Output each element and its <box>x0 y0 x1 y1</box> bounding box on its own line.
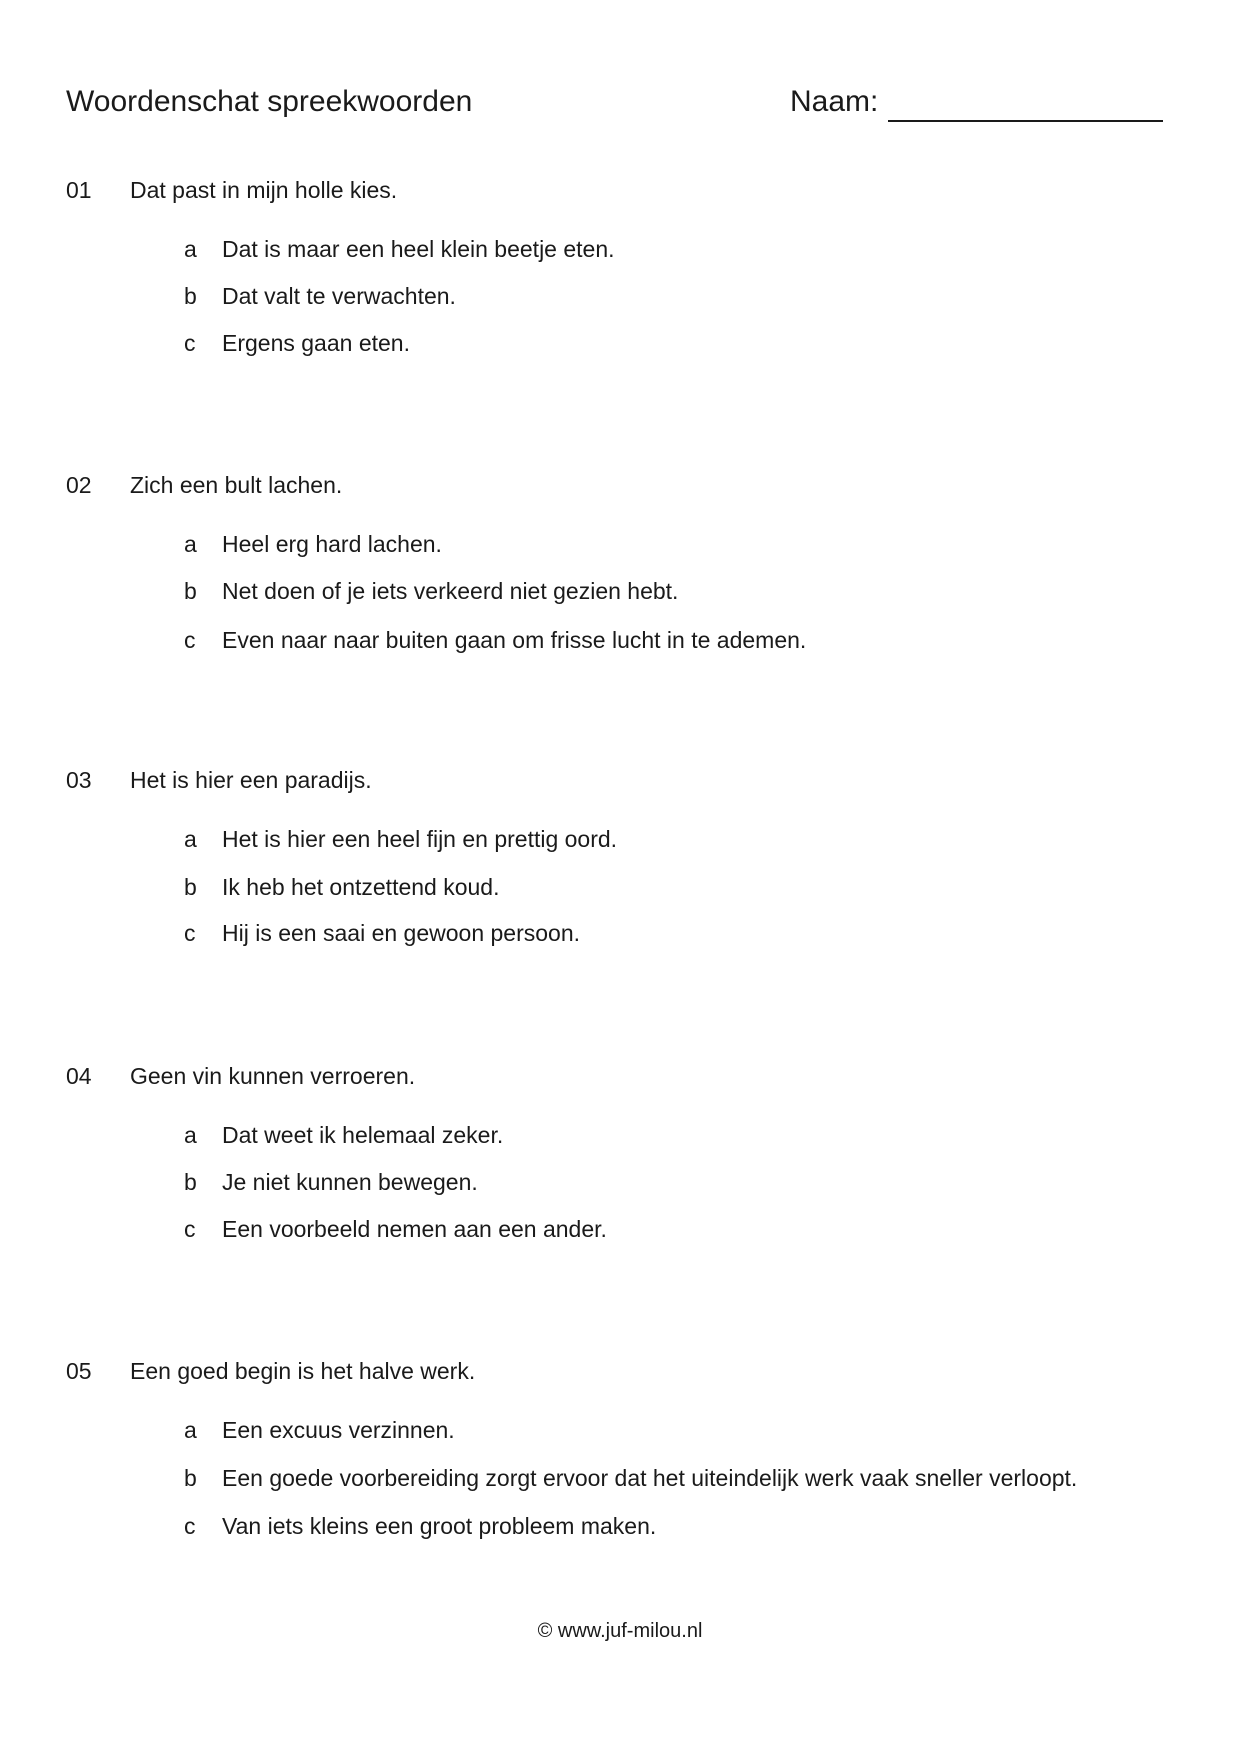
option-letter: b <box>184 1465 197 1491</box>
option-text: Een goede voorbereiding zorgt ervoor dat het uiteindelijk werk vaak sneller verloopt. <box>222 1465 1078 1491</box>
option-text: Net doen of je iets verkeerd niet gezien hebt. <box>222 578 679 604</box>
name-field <box>790 82 1163 122</box>
option-c <box>0 328 1240 358</box>
question-text: Het is hier een paradijs. <box>130 767 372 793</box>
option-b <box>0 872 1240 902</box>
question-04 <box>0 1061 1240 1281</box>
question-number: 03 <box>66 767 92 793</box>
option-text: Dat weet ik helemaal zeker. <box>222 1122 504 1148</box>
question-01 <box>0 175 1240 395</box>
option-c <box>0 918 1240 948</box>
option-letter: a <box>184 236 197 262</box>
option-a <box>0 824 1240 854</box>
question-text: Zich een bult lachen. <box>130 472 343 498</box>
option-a <box>0 529 1240 559</box>
option-text: Het is hier een heel fijn en prettig oord. <box>222 826 618 852</box>
option-b <box>0 1167 1240 1197</box>
question-number: 01 <box>66 177 92 203</box>
option-text: Ergens gaan eten. <box>222 330 410 356</box>
option-text: Dat is maar een heel klein beetje eten. <box>222 236 615 262</box>
option-c <box>0 625 1240 655</box>
option-a <box>0 1415 1240 1445</box>
option-b <box>0 576 1240 606</box>
option-text: Een excuus verzinnen. <box>222 1417 455 1443</box>
option-letter: b <box>184 283 197 309</box>
option-letter: c <box>184 920 196 946</box>
question-03 <box>0 765 1240 985</box>
question-number: 05 <box>66 1358 92 1384</box>
option-letter: c <box>184 330 196 356</box>
option-c <box>0 1214 1240 1244</box>
question-number: 04 <box>66 1063 92 1089</box>
option-letter: c <box>184 1216 196 1242</box>
page-title: Woordenschat spreekwoorden <box>66 85 473 118</box>
option-b <box>0 281 1240 311</box>
option-a <box>0 1120 1240 1150</box>
option-c <box>0 1511 1240 1541</box>
option-b <box>0 1463 1240 1493</box>
question-02 <box>0 470 1240 690</box>
option-letter: a <box>184 531 197 557</box>
question-text: Een goed begin is het halve werk. <box>130 1358 476 1384</box>
option-letter: b <box>184 874 197 900</box>
name-write-line <box>888 89 1163 122</box>
option-text: Hij is een saai en gewoon persoon. <box>222 920 581 946</box>
option-letter: b <box>184 1169 197 1195</box>
question-number: 02 <box>66 472 92 498</box>
option-letter: a <box>184 1122 197 1148</box>
option-text: Je niet kunnen bewegen. <box>222 1169 478 1195</box>
option-letter: c <box>184 1513 196 1539</box>
question-text: Dat past in mijn holle kies. <box>130 177 398 203</box>
option-text: Even naar naar buiten gaan om frisse lucht in te ademen. <box>222 627 807 653</box>
option-letter: a <box>184 1417 197 1443</box>
option-a <box>0 234 1240 264</box>
option-text: Heel erg hard lachen. <box>222 531 442 557</box>
footer-copyright: © www.juf-milou.nl <box>537 1620 703 1642</box>
option-text: Van iets kleins een groot probleem maken. <box>222 1513 657 1539</box>
option-text: Dat valt te verwachten. <box>222 283 456 309</box>
option-letter: c <box>184 627 196 653</box>
option-letter: b <box>184 578 197 604</box>
option-text: Een voorbeeld nemen aan een ander. <box>222 1216 607 1242</box>
option-text: Ik heb het ontzettend koud. <box>222 874 500 900</box>
name-label: Naam: <box>790 85 879 118</box>
worksheet-header <box>0 0 1240 140</box>
question-05 <box>0 1356 1240 1576</box>
option-letter: a <box>184 826 197 852</box>
question-text: Geen vin kunnen verroeren. <box>130 1063 416 1089</box>
